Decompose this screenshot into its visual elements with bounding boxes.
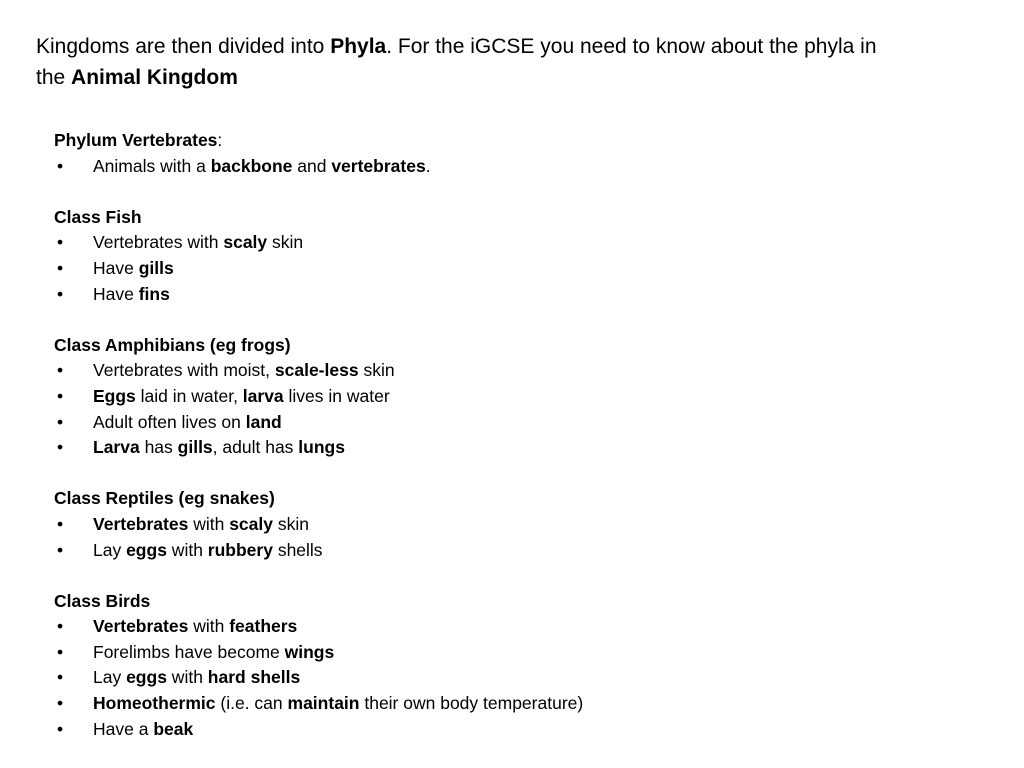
list-item — [54, 435, 974, 461]
item-text: has — [139, 437, 178, 458]
item-bold-text: rubbery — [207, 539, 273, 560]
item-bold-text: Eggs — [93, 385, 136, 406]
item-text: . — [425, 155, 431, 176]
item-text: Lay — [93, 539, 127, 560]
list-item — [54, 410, 974, 436]
spacer — [54, 179, 974, 205]
bullet-icon: • — [57, 232, 64, 253]
list-item — [54, 717, 974, 743]
intro-line-2 — [36, 62, 996, 93]
item-text: Have — [93, 257, 139, 278]
item-bold-text: hard shells — [207, 667, 301, 688]
list-item — [54, 665, 974, 691]
bullet-icon: • — [57, 667, 64, 688]
item-bold-text: scaly — [229, 513, 273, 534]
item-bold-text: Larva — [93, 437, 140, 458]
heading-text: Class Amphibians (eg frogs) — [54, 334, 291, 355]
item-text: Animals with a — [93, 155, 211, 176]
item-text: Vertebrates with moist, — [93, 360, 275, 381]
item-text: Have — [93, 283, 139, 304]
item-bold-text: beak — [153, 718, 194, 739]
item-bold-text: eggs — [126, 667, 167, 688]
list-item — [54, 512, 974, 538]
intro-text-span: the — [36, 66, 72, 89]
bullet-icon: • — [57, 616, 64, 637]
item-bold-text: Vertebrates — [93, 616, 189, 637]
item-text: their own body temperature) — [359, 693, 584, 714]
phyla-term: Phyla — [330, 35, 387, 58]
section-heading-vertebrates — [54, 128, 974, 154]
list-item — [54, 282, 974, 308]
item-text: lives in water — [283, 385, 390, 406]
item-text: with — [166, 667, 208, 688]
item-text: Adult often lives on — [93, 411, 246, 432]
heading-text: Class Reptiles (eg snakes) — [54, 488, 275, 509]
item-text: skin — [273, 513, 309, 534]
item-text: with — [166, 539, 208, 560]
item-bold-text: larva — [242, 385, 284, 406]
item-text: , adult has — [212, 437, 299, 458]
item-bold-text: scale-less — [274, 360, 359, 381]
item-text: with — [188, 513, 230, 534]
bullet-icon: • — [57, 155, 64, 176]
item-bold-text: feathers — [229, 616, 298, 637]
item-bold-text: wings — [284, 641, 335, 662]
item-text: skin — [267, 232, 304, 253]
bullet-icon: • — [57, 360, 64, 381]
item-text: Lay — [93, 667, 127, 688]
bullet-icon: • — [57, 437, 64, 458]
list-item — [54, 230, 974, 256]
intro-text-span: . For the iGCSE you need to know about the phyla in — [386, 35, 877, 58]
item-text: (i.e. can — [215, 693, 288, 714]
list-item — [54, 256, 974, 282]
item-bold-text: scaly — [223, 232, 268, 253]
heading-text: Class Fish — [54, 206, 142, 227]
item-text: with — [188, 616, 230, 637]
bullet-icon: • — [57, 411, 64, 432]
item-text: skin — [358, 360, 395, 381]
item-bold-text: eggs — [126, 539, 167, 560]
spacer — [54, 461, 974, 487]
list-item — [54, 384, 974, 410]
item-text: and — [292, 155, 332, 176]
item-text: Forelimbs have become — [93, 641, 285, 662]
spacer — [54, 307, 974, 333]
item-bold-text: backbone — [210, 155, 293, 176]
list-item — [54, 614, 974, 640]
bullet-icon: • — [57, 693, 64, 714]
item-text: Vertebrates with — [93, 232, 224, 253]
phylum-content — [54, 128, 974, 742]
heading-colon: : — [217, 130, 223, 150]
bullet-icon: • — [57, 257, 64, 278]
item-bold-text: lungs — [298, 437, 345, 458]
item-bold-text: gills — [138, 257, 174, 278]
list-item — [54, 640, 974, 666]
bullet-icon: • — [57, 718, 64, 739]
item-bold-text: Homeothermic — [93, 693, 216, 714]
list-item — [54, 691, 974, 717]
item-bold-text: Vertebrates — [93, 513, 189, 534]
bullet-icon: • — [57, 283, 64, 304]
item-bold-text: land — [245, 411, 282, 432]
list-item — [54, 154, 974, 180]
bullet-icon: • — [57, 539, 64, 560]
intro-text-span: Kingdoms are then divided into — [36, 35, 331, 58]
list-item — [54, 538, 974, 564]
bullet-icon: • — [57, 641, 64, 662]
bullet-icon: • — [57, 385, 64, 406]
item-bold-text: gills — [177, 437, 213, 458]
section-heading-fish — [54, 205, 974, 231]
heading-text: Class Birds — [54, 590, 151, 611]
intro-line-1 — [36, 31, 996, 62]
bullet-icon: • — [57, 513, 64, 534]
item-bold-text: vertebrates — [331, 155, 426, 176]
section-heading-reptiles — [54, 486, 974, 512]
spacer — [54, 563, 974, 589]
item-text: shells — [272, 539, 323, 560]
item-bold-text: fins — [138, 283, 170, 304]
intro-text — [36, 31, 996, 93]
item-bold-text: maintain — [287, 693, 360, 714]
section-heading-birds — [54, 589, 974, 615]
heading-text: Phylum Vertebrates — [54, 130, 218, 150]
animal-kingdom-term: Animal Kingdom — [71, 66, 238, 89]
list-item — [54, 358, 974, 384]
item-text: laid in water, — [135, 385, 243, 406]
item-text: Have a — [93, 718, 154, 739]
section-heading-amphibians — [54, 333, 974, 359]
